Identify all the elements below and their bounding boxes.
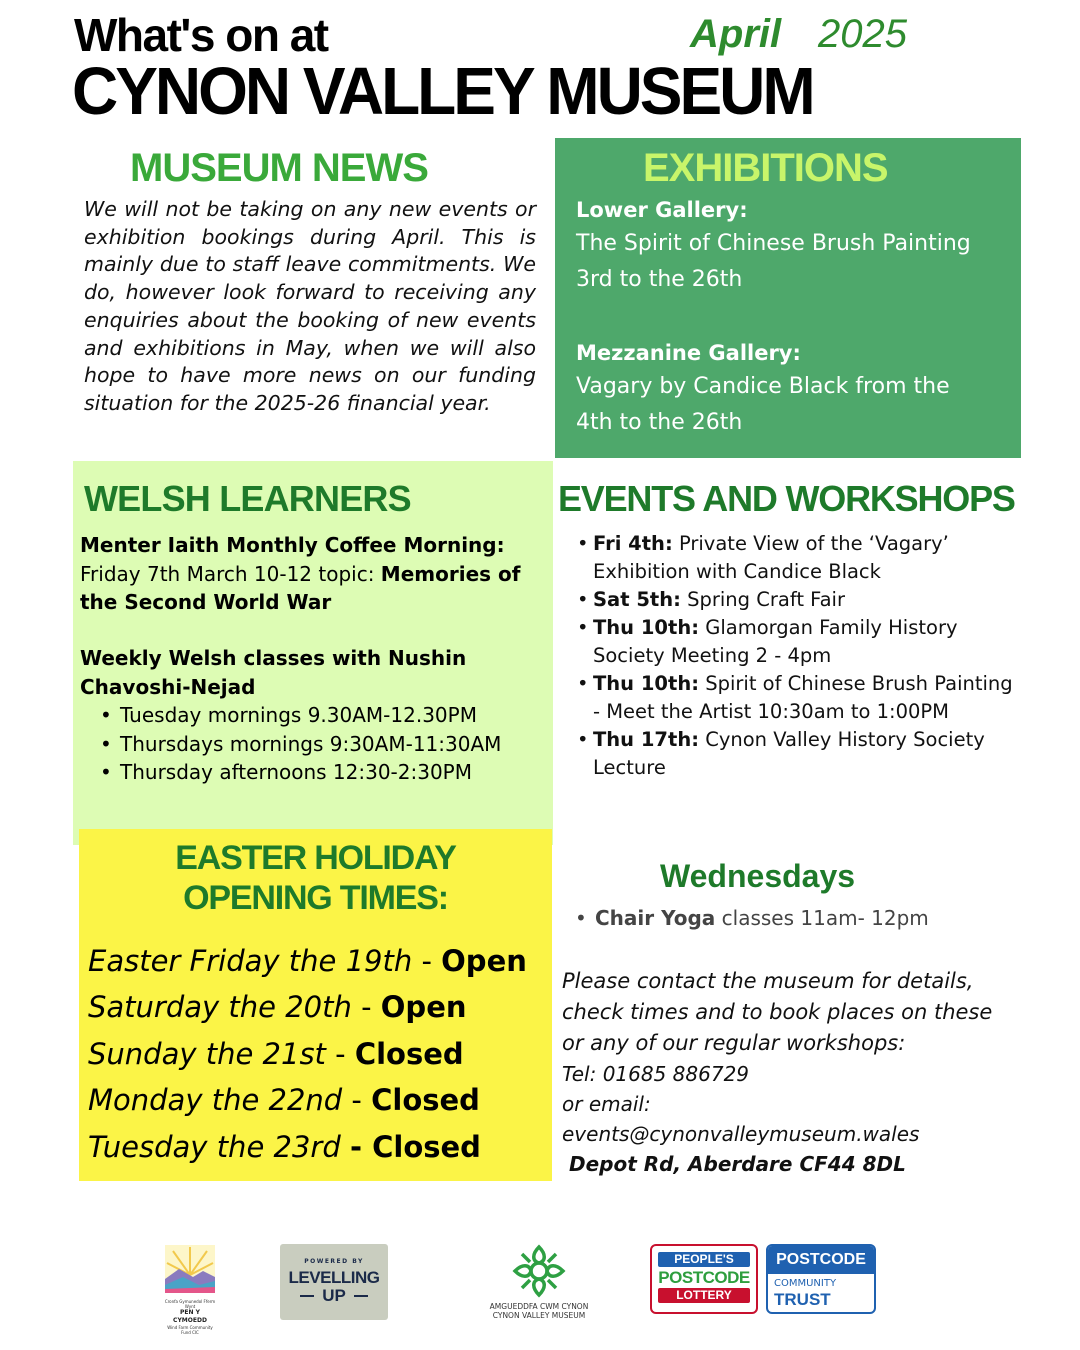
- wednesdays-list: [573, 906, 929, 930]
- opening-row: Tuesday the 23rd - Closed: [88, 1129, 481, 1164]
- coffee-morning-topic: Memories of the Second World War: [80, 561, 521, 614]
- event-date: Thu 10th: [593, 672, 692, 695]
- event-date: Sat 5th: [593, 588, 674, 611]
- exhibitions-heading: EXHIBITIONS: [643, 146, 888, 190]
- welsh-classes-label: Weekly Welsh classes with Nushin Chavoshi-Nejad: [80, 646, 467, 699]
- opening-row: Sunday the 21st - Closed: [88, 1036, 464, 1071]
- event-text: Cynon Valley History Society Lecture: [593, 728, 985, 779]
- coffee-morning-label: Menter Iaith Monthly Coffee Morning: [80, 533, 497, 557]
- address: Depot Rd, Aberdare CF44 8DL: [569, 1152, 906, 1176]
- exhibition-title: Vagary by Candice Black from the: [576, 374, 950, 399]
- event-text: Private View of the ‘Vagary’ Exhibition with Candice Black: [593, 532, 949, 583]
- opening-status: Open: [441, 944, 527, 978]
- cynon-valley-museum-logo: AMGUEDDFA CWM CYNON CYNON VALLEY MUSEUM: [482, 1244, 596, 1322]
- opening-status: Open: [380, 990, 467, 1025]
- event-item: • Fri 4th: Private View of the ‘Vagary’ Exhibition with Candice Black: [575, 530, 1015, 586]
- contact-text: Please contact the museum for details, check times and to book places on these or any of our regular workshops:: [562, 969, 993, 1055]
- opening-row: Easter Friday the 19th - Open: [88, 944, 527, 978]
- exhibition-dates: 3rd to the 26th: [576, 267, 743, 292]
- museum-news-heading: MUSEUM NEWS: [130, 146, 428, 190]
- event-text: Spirit of Chinese Brush Painting - Meet the Artist 10:30am to 1:00PM: [593, 672, 1013, 723]
- list-item: • Thursdays mornings 9:30AM-11:30AM: [98, 730, 538, 759]
- contact-email[interactable]: events@cynonvalleymuseum.wales: [562, 1122, 920, 1146]
- opening-status: Closed: [371, 1083, 480, 1118]
- opening-status: Closed: [354, 1036, 464, 1071]
- event-date: Thu 17th: [593, 728, 692, 751]
- coffee-morning-details: Friday 7th March 10-12 topic:: [80, 561, 375, 586]
- list-item: • Chair Yoga classes 11am- 12pm: [573, 906, 929, 930]
- welsh-classes-list: [98, 701, 538, 787]
- exhibition-label: Mezzanine Gallery: [576, 341, 793, 365]
- event-item: • Thu 17th: Cynon Valley History Society Lecture: [575, 726, 1015, 782]
- easter-opening-times: [88, 938, 527, 1170]
- list-item: • Tuesday mornings 9.30AM-12.30PM: [98, 701, 538, 730]
- event-date: Fri 4th: [593, 532, 665, 555]
- museum-news-body: We will not be taking on any new events or exhibition bookings during April. This is mainly due to staff leave commitments. We do, however look forward to receiving any enquiries about the booking of new events and exhibitions in May, when we will also hope to have more news on our funding situation for the 2025-26 financial year.: [84, 197, 536, 415]
- events-heading: EVENTS AND WORKSHOPS: [558, 478, 1015, 519]
- events-list: [575, 530, 1015, 782]
- wednesdays-heading: Wednesdays: [660, 858, 856, 894]
- exhibition-label: Lower Gallery: [576, 198, 740, 222]
- page-title: CYNON VALLEY MUSEUM: [72, 53, 813, 129]
- event-item: • Thu 10th: Spirit of Chinese Brush Painting - Meet the Artist 10:30am to 1:00PM: [575, 670, 1015, 726]
- pen-y-cymoedd-logo: Cronfa Gymunedol Fferm Wynt PEN Y CYMOEDD Wind Farm Community Fund CIC: [163, 1245, 217, 1321]
- event-text: Spring Craft Fair: [687, 588, 845, 611]
- event-item: • Sat 5th: Spring Craft Fair: [575, 586, 1015, 614]
- postcode-community-trust-logo: POSTCODE COMMUNITY TRUST: [766, 1244, 876, 1314]
- peoples-postcode-lottery-logo: PEOPLE'S POSTCODE LOTTERY: [650, 1244, 758, 1314]
- coffee-morning: Menter Iaith Monthly Coffee Morning: Friday 7th March 10-12 topic: Memories of the Second World War: [80, 533, 521, 614]
- levelling-up-logo: POWERED BY LEVELLING UP: [280, 1244, 388, 1320]
- celtic-knot-icon: [482, 1244, 596, 1298]
- pen-y-cymoedd-icon: [163, 1245, 217, 1295]
- header-year: 2025: [818, 12, 907, 56]
- contact-info: [562, 966, 1012, 1149]
- event-item: • Thu 10th: Glamorgan Family History Society Meeting 2 - 4pm: [575, 614, 1015, 670]
- event-text: Glamorgan Family History Society Meeting 2 - 4pm: [593, 616, 958, 667]
- opening-row: Monday the 22nd - Closed: [88, 1083, 480, 1118]
- opening-status: Closed: [372, 1129, 481, 1164]
- event-date: Thu 10th: [593, 616, 692, 639]
- header-subtitle: What's on at: [74, 9, 328, 61]
- exhibition-mezzanine-gallery: Mezzanine Gallery: Vagary by Candice Black from the 4th to the 26th: [576, 339, 1016, 441]
- list-item: • Thursday afternoons 12:30-2:30PM: [98, 758, 538, 787]
- easter-heading: EASTER HOLIDAY OPENING TIMES:: [175, 839, 456, 917]
- exhibition-dates: 4th to the 26th: [576, 410, 743, 435]
- contact-email-label: or email:: [562, 1092, 651, 1116]
- header-month: April: [690, 12, 782, 56]
- exhibition-lower-gallery: Lower Gallery: The Spirit of Chinese Brush Painting 3rd to the 26th: [576, 196, 1016, 298]
- contact-phone[interactable]: Tel: 01685 886729: [562, 1062, 750, 1086]
- exhibition-title: The Spirit of Chinese Brush Painting: [576, 231, 971, 256]
- opening-row: Saturday the 20th - Open: [88, 990, 467, 1025]
- welsh-learners-heading: WELSH LEARNERS: [84, 478, 411, 519]
